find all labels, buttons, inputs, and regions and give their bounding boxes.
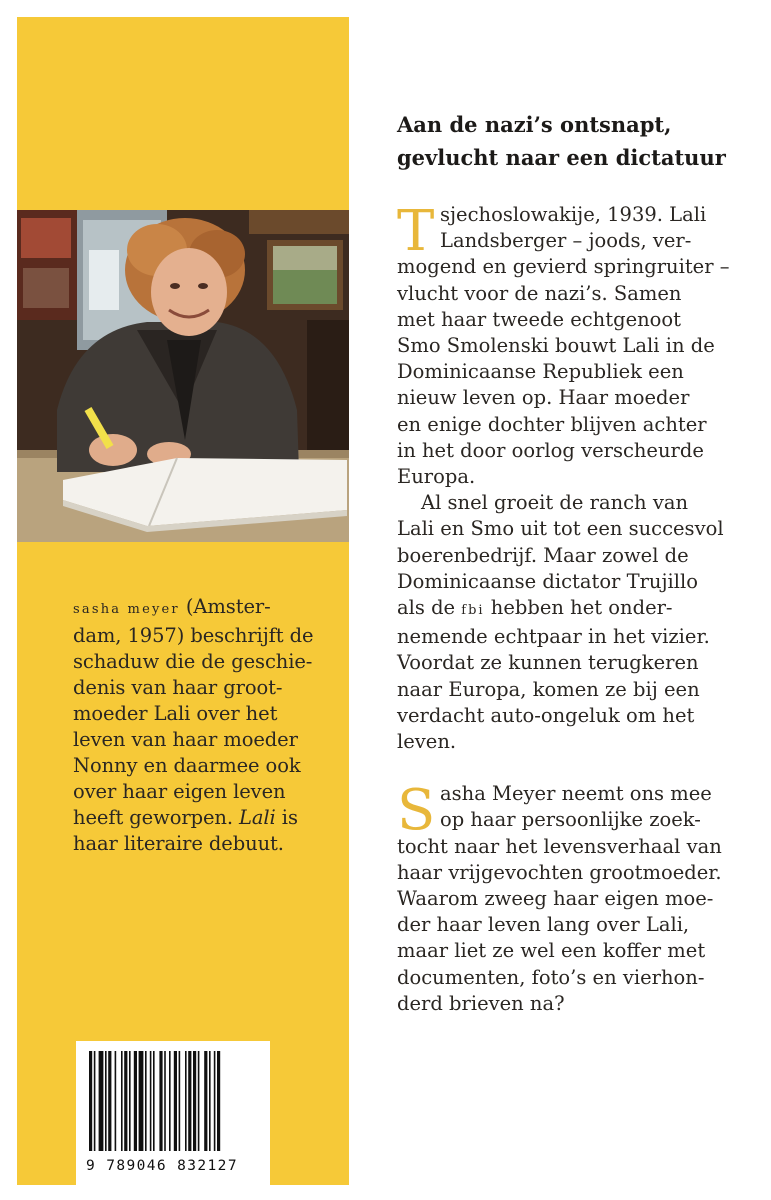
- blurb-line: vlucht voor de nazi’s. Samen: [397, 281, 682, 305]
- barcode-bar: [169, 1051, 171, 1151]
- blurb-line: maar liet ze wel een koffer met: [397, 939, 706, 963]
- blurb-line: derd brieven na?: [397, 991, 565, 1015]
- blurb-line: Al snel groeit de ranch van: [421, 491, 689, 515]
- blurb-line: op haar persoonlijke zoek-: [440, 808, 701, 832]
- barcode-bar: [150, 1051, 152, 1151]
- barcode-bar: [115, 1051, 117, 1151]
- blurb-line: hebben het onder-: [484, 596, 673, 620]
- barcode-bar: [193, 1051, 196, 1151]
- fbi-acronym: fbi: [461, 603, 485, 619]
- blurb-line: mogend en gevierd springruiter –: [397, 255, 730, 279]
- blurb-line: Dominicaanse dictator Trujillo: [397, 569, 698, 593]
- bio-line: dam, 1957) beschrijft de: [73, 624, 314, 647]
- blurb-line: Europa.: [397, 465, 476, 489]
- barcode-bar: [105, 1051, 107, 1151]
- bio-line: is: [275, 806, 298, 829]
- bio-line: Nonny en daarmee ook: [73, 754, 301, 777]
- drop-cap: T: [397, 199, 435, 264]
- headline-line: gevlucht naar een dictatuur: [397, 145, 726, 170]
- blurb-line: Dominicaanse Republiek een: [397, 360, 684, 384]
- barcode-bar: [164, 1051, 166, 1151]
- bio-line: moeder Lali over het: [73, 702, 278, 725]
- bio-line: (Amster-: [179, 595, 271, 618]
- bio-line: over haar eigen leven: [73, 780, 286, 803]
- bio-line: schaduw die de geschie-: [73, 650, 313, 673]
- blurb-line: boerenbedrijf. Maar zowel de: [397, 543, 689, 567]
- barcode-bar: [217, 1051, 220, 1151]
- blurb-line: der haar leven lang over Lali,: [397, 913, 690, 937]
- blurb-line: verdacht auto-ongeluk om het: [397, 703, 695, 727]
- barcode-label: [76, 1041, 270, 1185]
- blurb-line: leven.: [397, 730, 457, 754]
- barcode-bar: [214, 1051, 216, 1151]
- blurb-line: haar vrijgevochten grootmoeder.: [397, 860, 722, 884]
- blurb-paragraph-3: [397, 778, 757, 1017]
- author-bio: [73, 594, 323, 857]
- barcode-bar: [129, 1051, 131, 1151]
- barcode-bar: [179, 1051, 181, 1151]
- barcode-bar: [153, 1051, 155, 1151]
- headline-line: Aan de nazi’s ontsnapt,: [397, 112, 672, 137]
- blurb-line: Lali en Smo uit tot een succesvol: [397, 517, 724, 541]
- blurb-line: nieuw leven op. Haar moeder: [397, 386, 690, 410]
- headline: [397, 108, 757, 174]
- blurb-line: tocht naar het levensverhaal van: [397, 834, 722, 858]
- barcode-bar: [174, 1051, 177, 1151]
- barcode-bar: [89, 1051, 92, 1151]
- blurb-line: als de: [397, 596, 462, 620]
- barcode-bar: [121, 1051, 123, 1151]
- barcode-bar: [198, 1051, 200, 1151]
- blurb-line: sjechoslowakije, 1939. Lali: [440, 203, 707, 226]
- blurb-line: nemende echtpaar in het vizier.: [397, 625, 710, 649]
- barcode-bar: [145, 1051, 147, 1151]
- bio-line: heeft geworpen.: [73, 806, 240, 829]
- barcode-bar: [188, 1051, 191, 1151]
- author-name: sasha meyer: [73, 602, 180, 617]
- barcode-bar: [124, 1051, 127, 1151]
- blurb-line: documenten, foto’s en vierhon-: [397, 965, 705, 989]
- blurb: [397, 199, 757, 1017]
- barcode-bar: [185, 1051, 187, 1151]
- bio-line: denis van haar groot-: [73, 676, 283, 699]
- barcode-bar: [94, 1051, 96, 1151]
- isbn-number: 9 789046 832127: [86, 1158, 238, 1174]
- barcode-bar: [134, 1051, 137, 1151]
- book-title: Lali: [239, 806, 276, 829]
- barcode-bar: [159, 1051, 162, 1151]
- barcode-bar: [204, 1051, 207, 1151]
- barcode-bar: [108, 1051, 111, 1151]
- blurb-line: Voordat ze kunnen terugkeren: [397, 651, 699, 675]
- blurb-line: met haar tweede echtgenoot: [397, 307, 681, 331]
- author-photo: [17, 210, 349, 542]
- barcode-bar: [99, 1051, 104, 1151]
- bio-line: haar literaire debuut.: [73, 832, 284, 855]
- blurb-paragraph-1: [397, 199, 757, 490]
- blurb-paragraph-2: [397, 490, 757, 755]
- blurb-line: asha Meyer neemt ons mee: [440, 782, 712, 806]
- barcode: [85, 1051, 261, 1155]
- drop-cap: S: [397, 778, 436, 844]
- blurb-line: Smo Smolenski bouwt Lali in de: [397, 334, 715, 358]
- blurb-line: en enige dochter blijven achter: [397, 412, 707, 436]
- barcode-bar: [209, 1051, 211, 1151]
- blurb-line: naar Europa, komen ze bij een: [397, 677, 700, 701]
- blurb-line: in het door oorlog verscheurde: [397, 438, 704, 462]
- blurb-line: Landsberger – joods, ver-: [440, 229, 692, 253]
- barcode-bar: [139, 1051, 144, 1151]
- blurb-line: Waarom zweeg haar eigen moe-: [397, 887, 714, 911]
- bio-line: leven van haar moeder: [73, 728, 298, 751]
